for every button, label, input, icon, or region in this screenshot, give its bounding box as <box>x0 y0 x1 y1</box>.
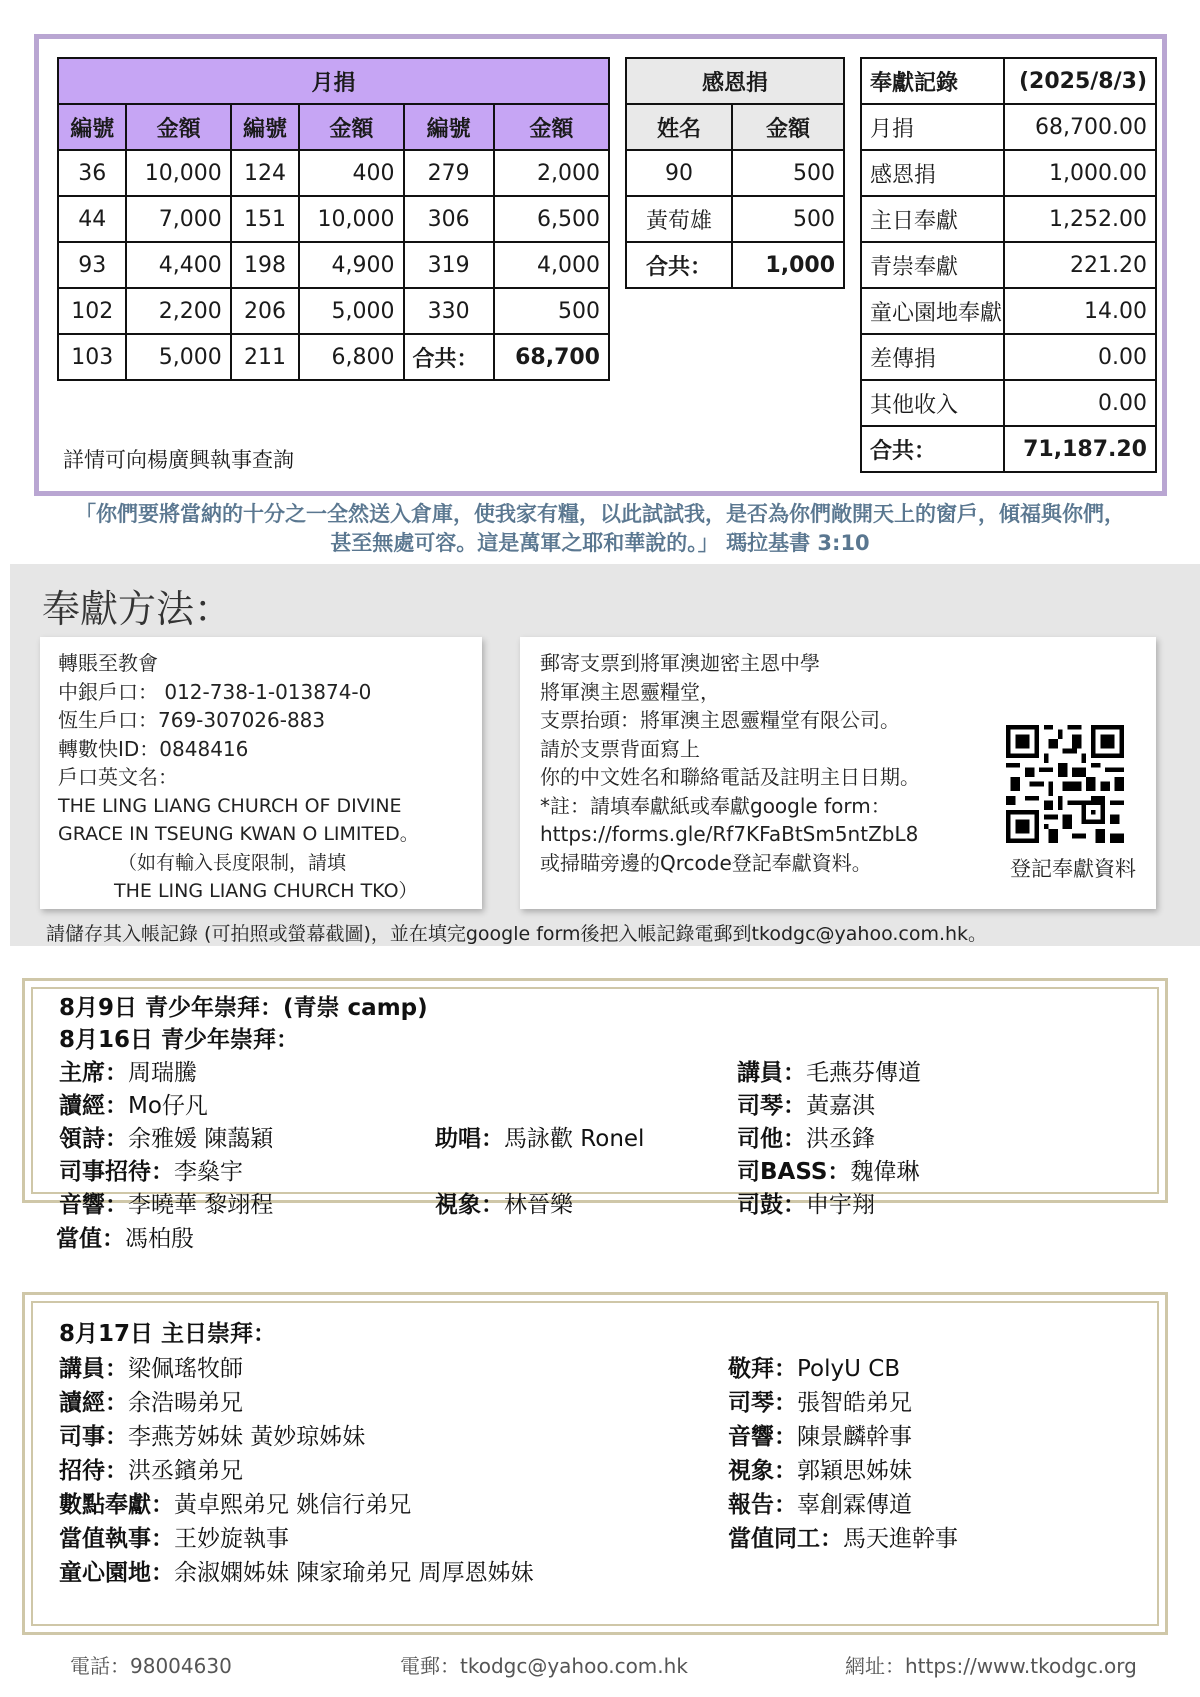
record-value: 221.20 <box>1004 242 1156 288</box>
role-usher: 招待：洪丞鑌弟兄 <box>59 1458 243 1484</box>
record-value: 68,700.00 <box>1004 104 1156 150</box>
donor-number: 93 <box>58 242 126 288</box>
role-guitar: 司他：洪丞鋒 <box>737 1126 875 1152</box>
role-speaker: 講員：梁佩瑤牧師 <box>59 1356 243 1382</box>
card-line: 你的中文姓名和聯絡電話及註明主日日期。 <box>540 765 920 789</box>
total-label: 合共： <box>626 242 732 288</box>
sunday-service-schedule <box>22 1292 1168 1635</box>
qr-label: 登記奉獻資料 <box>1010 857 1136 881</box>
schedule-heading: 8月16日 青少年崇拜： <box>59 1027 300 1053</box>
role-bass: 司BASS：魏偉琳 <box>737 1159 920 1185</box>
schedule-heading: 8月9日 青少年崇拜：(青崇 camp) <box>59 995 428 1021</box>
table-row <box>626 242 844 288</box>
donor-name: 90 <box>626 150 732 196</box>
amount: 2,000 <box>494 150 609 196</box>
verse-line: 甚至無處可容。這是萬軍之耶和華說的。」 瑪拉基書 3:10 <box>330 531 870 555</box>
amount: 6,800 <box>299 334 403 380</box>
amount: 7,000 <box>126 196 230 242</box>
record-value: 1,252.00 <box>1004 196 1156 242</box>
record-reminder-note: 請儲存其入帳記錄 (可拍照或螢幕截圖)，並在填完google form後把入帳記錄電郵到tkodgc@yahoo.com.hk。 <box>46 923 988 945</box>
amount: 4,400 <box>126 242 230 288</box>
card-line: 轉數快ID：0848416 <box>58 736 249 761</box>
role-usher: 司事招待：李燊宇 <box>59 1159 243 1185</box>
table-row <box>58 288 609 334</box>
donor-number: 36 <box>58 150 126 196</box>
column-header: 編號 <box>58 104 126 150</box>
record-item: 月捐 <box>861 104 1004 150</box>
monthly-title: 月捐 <box>58 58 609 104</box>
card-line: 郵寄支票到將軍澳迦密主恩中學 <box>540 651 820 675</box>
record-item: 青崇奉獻 <box>861 242 1004 288</box>
table-row <box>861 334 1156 380</box>
bible-verse <box>40 500 1160 558</box>
total-label: 合共： <box>404 334 494 380</box>
amount: 4,000 <box>494 242 609 288</box>
table-row <box>58 334 609 380</box>
amount: 500 <box>732 150 844 196</box>
card-line: 戶口英文名： <box>58 765 178 789</box>
role-duty: 當值：馮柏殷 <box>56 1226 194 1252</box>
table-row <box>861 104 1156 150</box>
record-value: 0.00 <box>1004 380 1156 426</box>
column-header: 金額 <box>299 104 403 150</box>
card-line: 恆生戶口：769-307026-883 <box>58 708 326 732</box>
role-piano: 司琴：張智皓弟兄 <box>728 1390 912 1416</box>
card-line: 中銀戶口： 012-738-1-013874-0 <box>58 679 372 704</box>
donor-number: 198 <box>231 242 299 288</box>
donor-name: 黃荀雄 <box>626 196 732 242</box>
role-worship-leader: 領詩：余雅媛 陳藹穎 <box>59 1126 274 1152</box>
record-item: 感恩捐 <box>861 150 1004 196</box>
total-value: 71,187.20 <box>1004 426 1156 472</box>
column-header: 金額 <box>732 104 844 150</box>
amount: 4,900 <box>299 242 403 288</box>
google-form-link[interactable]: https://forms.gle/Rf7KFaBtSm5ntZbL8 <box>540 822 919 846</box>
role-steward: 司事：李燕芳姊妹 黃妙琼姊妹 <box>59 1424 366 1450</box>
record-title: 奉獻記錄 <box>861 58 1004 104</box>
total-value: 1,000 <box>732 242 844 288</box>
donor-number: 319 <box>404 242 494 288</box>
donor-number: 306 <box>404 196 494 242</box>
amount: 500 <box>494 288 609 334</box>
card-line: （如有輸入長度限制，請填 <box>118 851 347 874</box>
table-row <box>861 426 1156 472</box>
role-sound: 音響：陳景麟幹事 <box>728 1424 912 1450</box>
record-item: 差傳捐 <box>861 334 1004 380</box>
monthly-offering-table <box>57 57 610 381</box>
donor-number: 124 <box>231 150 299 196</box>
card-line: 支票抬頭：將軍澳主恩靈糧堂有限公司。 <box>540 708 900 732</box>
amount: 500 <box>732 196 844 242</box>
offering-summary-frame <box>34 34 1167 496</box>
bank-transfer-card <box>40 637 482 909</box>
role-speaker: 講員：毛燕芬傳道 <box>737 1060 921 1086</box>
donor-number: 151 <box>231 196 299 242</box>
column-header: 金額 <box>126 104 230 150</box>
record-date: (2025/8/3) <box>1004 58 1156 104</box>
amount: 10,000 <box>126 150 230 196</box>
enquiry-note: 詳情可向楊廣興執事查詢 <box>63 448 294 472</box>
column-header: 姓名 <box>626 104 732 150</box>
donor-number: 330 <box>404 288 494 334</box>
card-line: THE LING LIANG CHURCH TKO） <box>114 880 418 902</box>
donor-number: 102 <box>58 288 126 334</box>
amount: 6,500 <box>494 196 609 242</box>
column-header: 編號 <box>231 104 299 150</box>
offering-record-table <box>860 57 1157 473</box>
verse-line: 「你們要將當納的十分之一全然送入倉庫，使我家有糧，以此試試我，是否為你們敞開天上的窗戶，傾福與你們， <box>75 502 1125 526</box>
amount: 2,200 <box>126 288 230 334</box>
thanksgiving-offering-table <box>625 57 845 289</box>
donor-number: 206 <box>231 288 299 334</box>
table-row <box>58 150 609 196</box>
cheque-card <box>520 637 1156 909</box>
thanks-title: 感恩捐 <box>626 58 844 104</box>
card-line: THE LING LIANG CHURCH OF DIVINE <box>58 794 402 817</box>
amount: 5,000 <box>126 334 230 380</box>
card-line: 將軍澳主恩靈糧堂， <box>540 679 720 704</box>
card-line: GRACE IN TSEUNG KWAN O LIMITED。 <box>58 823 419 845</box>
amount: 10,000 <box>299 196 403 242</box>
table-row <box>861 150 1156 196</box>
role-worship: 敬拜：PolyU CB <box>728 1356 901 1382</box>
donor-number: 279 <box>404 150 494 196</box>
record-item: 童心園地奉獻 <box>861 288 1004 334</box>
total-label: 合共： <box>861 426 1004 472</box>
record-value: 1,000.00 <box>1004 150 1156 196</box>
column-header: 金額 <box>494 104 609 150</box>
role-duty-deacon: 當值執事：王妙旋執事 <box>59 1526 289 1552</box>
footer-phone: 電話：98004630 <box>70 1654 232 1678</box>
role-children: 童心園地：余淑嫻姊妹 陳家瑜弟兄 周厚恩姊妹 <box>59 1560 534 1586</box>
youth-worship-schedule <box>22 978 1168 1218</box>
table-row <box>626 196 844 242</box>
qr-code-icon[interactable] <box>1006 725 1124 843</box>
table-row <box>861 288 1156 334</box>
offering-methods-section <box>10 564 1200 946</box>
table-row <box>861 242 1156 288</box>
schedule-heading: 8月17日 主日崇拜： <box>59 1321 277 1347</box>
role-duty-staff: 當值同工：馬天進幹事 <box>728 1526 958 1552</box>
role-sound: 音響：李曉華 黎翊程 <box>59 1192 274 1218</box>
role-reading: 讀經：Mo仔凡 <box>59 1093 208 1119</box>
amount: 5,000 <box>299 288 403 334</box>
total-value: 68,700 <box>494 334 609 380</box>
footer-email[interactable]: 電郵：tkodgc@yahoo.com.hk <box>400 1654 688 1678</box>
donor-number: 103 <box>58 334 126 380</box>
amount: 400 <box>299 150 403 196</box>
role-drums: 司鼓：申宇翔 <box>737 1192 875 1218</box>
role-backing-vocal: 助唱：馬詠歡 Ronel <box>435 1126 645 1152</box>
table-row <box>861 196 1156 242</box>
role-offering-count: 數點奉獻：黃卓熙弟兄 姚信行弟兄 <box>59 1492 412 1518</box>
role-visual: 視象：林晉樂 <box>435 1192 573 1218</box>
table-row <box>58 242 609 288</box>
table-row <box>626 150 844 196</box>
card-line: 或掃瞄旁邊的Qrcode登記奉獻資料。 <box>540 850 872 875</box>
section-title: 奉獻方法： <box>42 587 233 631</box>
table-row <box>861 380 1156 426</box>
donor-number: 44 <box>58 196 126 242</box>
record-value: 0.00 <box>1004 334 1156 380</box>
record-value: 14.00 <box>1004 288 1156 334</box>
role-report: 報告：辜創霖傳道 <box>728 1492 912 1518</box>
card-line: 請於支票背面寫上 <box>540 736 700 761</box>
card-line: 轉賬至教會 <box>58 651 158 675</box>
role-reading: 讀經：余浩暘弟兄 <box>59 1390 243 1416</box>
record-item: 其他收入 <box>861 380 1004 426</box>
record-item: 主日奉獻 <box>861 196 1004 242</box>
card-line: *註：請填奉獻紙或奉獻google form： <box>540 793 891 818</box>
table-row <box>58 196 609 242</box>
role-visual: 視象：郭穎思姊妹 <box>728 1458 912 1484</box>
donor-number: 211 <box>231 334 299 380</box>
footer-website[interactable]: 網址：https://www.tkodgc.org <box>845 1654 1137 1678</box>
role-piano: 司琴：黃嘉淇 <box>737 1093 875 1119</box>
role-chair: 主席：周瑞騰 <box>59 1060 197 1086</box>
column-header: 編號 <box>404 104 494 150</box>
